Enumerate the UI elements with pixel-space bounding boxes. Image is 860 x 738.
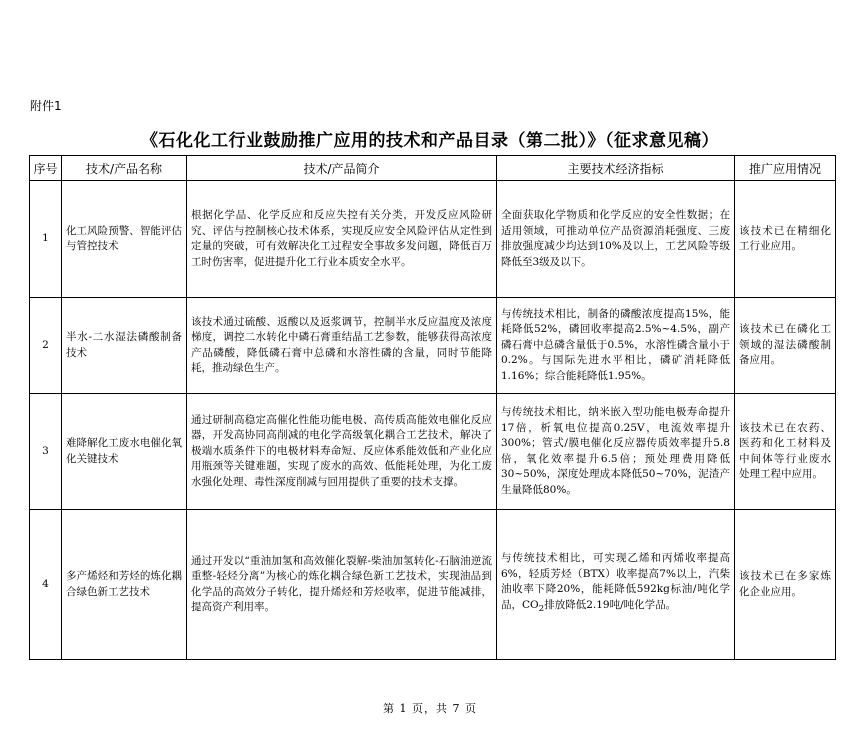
row-number: 2 (30, 298, 62, 394)
header-name: 技术/产品名称 (62, 156, 187, 181)
header-indicators: 主要技术经济指标 (497, 156, 735, 181)
row-status: 该技术已在农药、医药和化工材料及中间体等行业废水处理工程中应用。 (735, 394, 836, 510)
row-status: 该技术已在磷化工领域的湿法磷酸制备应用。 (735, 298, 836, 394)
row-number: 1 (30, 181, 62, 298)
row-indicators (497, 510, 735, 660)
row-name: 化工风险预警、智能评估与管控技术 (62, 181, 187, 298)
row-indicators: 与传统技术相比，制备的磷酸浓度提高15%，能耗降低52%，磷回收率提高2.5%~4.5%，副产磷石膏中总磷含量低于0.5%，水溶性磷含量小于0.2%。与国际先进水平相比，磷矿消耗降低1.16%；综合能耗降低1.95%。 (497, 298, 735, 394)
catalog-table (29, 155, 836, 660)
row-name: 半水-二水湿法磷酸制备技术 (62, 298, 187, 394)
table-row (30, 394, 836, 510)
row-name: 多产烯烃和芳烃的炼化耦合绿色新工艺技术 (62, 510, 187, 660)
row-indicators: 全面获取化学物质和化学反应的安全性数据；在适用领域，可推动单位产品资源消耗强度、三废排放强度减少均达到10%及以上，工艺风险等级降低至3级及以下。 (497, 181, 735, 298)
row-indicators: 与传统技术相比，纳米嵌入型功能电极寿命提升17倍，析氧电位提高0.25V，电流效率提升300%；管式/膜电催化反应器传质效率提升5.8倍，氧化效率提升6.5倍；预处理费用降低30~50%，深度处理成本降低50~70%，泥渣产生量降低80%。 (497, 394, 735, 510)
attachment-label: 附件1 (30, 99, 62, 113)
row-number: 3 (30, 394, 62, 510)
row-status: 该技术已在多家炼化企业应用。 (735, 510, 836, 660)
indicators-text-part1: 与传统技术相比，可实现乙烯和丙烯收率提高6%，轻质芳烃（BTX）收率提高7%以上，汽柴油收率下降20%，能耗降低592kg标油/吨化学品，CO (501, 552, 730, 611)
row-intro: 根据化学品、化学反应和反应失控有关分类，开发反应风险研究、评估与控制核心技术体系，实现反应安全风险评估从定性到定量的突破，可有效解决化工过程安全事故多发问题，降低百万工时伤害率，促进提升化工行业本质安全水平。 (187, 181, 497, 298)
indicators-text-part2: 排放降低2.19吨/吨化学品。 (544, 598, 677, 611)
row-intro: 通过开发以“重油加氢和高效催化裂解-柴油加氢转化-石脑油逆流重整-轻烃分离”为核心的炼化耦合绿色新工艺技术，实现油品到化学品的高效分子转化，提升烯烃和芳烃收率，促进节能减排，提高资产利用率。 (187, 510, 497, 660)
row-status: 该技术已在精细化工行业应用。 (735, 181, 836, 298)
row-intro: 通过研制高稳定高催化性能功能电极、高传质高能效电催化反应器，开发高协同高削减的电化学高级氧化耦合工艺技术，解决了极端水质条件下的电极材料寿命短、反应体系能效低和产业化应用瓶颈等关键难题，实现了废水的高效、低能耗处理，为化工废水强化处理、毒性深度削减与回用提供了重要的技术支撑。 (187, 394, 497, 510)
co2-subscript: 2 (538, 604, 545, 615)
row-intro: 该技术通过硫酸、返酸以及返浆调节，控制半水反应温度及浓度梯度，调控二水转化中磷石膏重结晶工艺参数，能够获得高浓度产品磷酸，降低磷石膏中总磷和水溶性磷的含量，同时节能降耗，推动绿色生产。 (187, 298, 497, 394)
header-no: 序号 (30, 156, 62, 181)
document-title: 《石化化工行业鼓励推广应用的技术和产品目录（第二批）》（征求意见稿） (141, 131, 719, 151)
row-name: 难降解化工废水电催化氧化关键技术 (62, 394, 187, 510)
row-number: 4 (30, 510, 62, 660)
table-row (30, 181, 836, 298)
table-row (30, 510, 836, 660)
header-intro: 技术/产品简介 (187, 156, 497, 181)
table-row (30, 298, 836, 394)
table-header-row (30, 156, 836, 181)
page-footer: 第 1 页，共 7 页 (383, 702, 477, 715)
header-status: 推广应用情况 (735, 156, 836, 181)
